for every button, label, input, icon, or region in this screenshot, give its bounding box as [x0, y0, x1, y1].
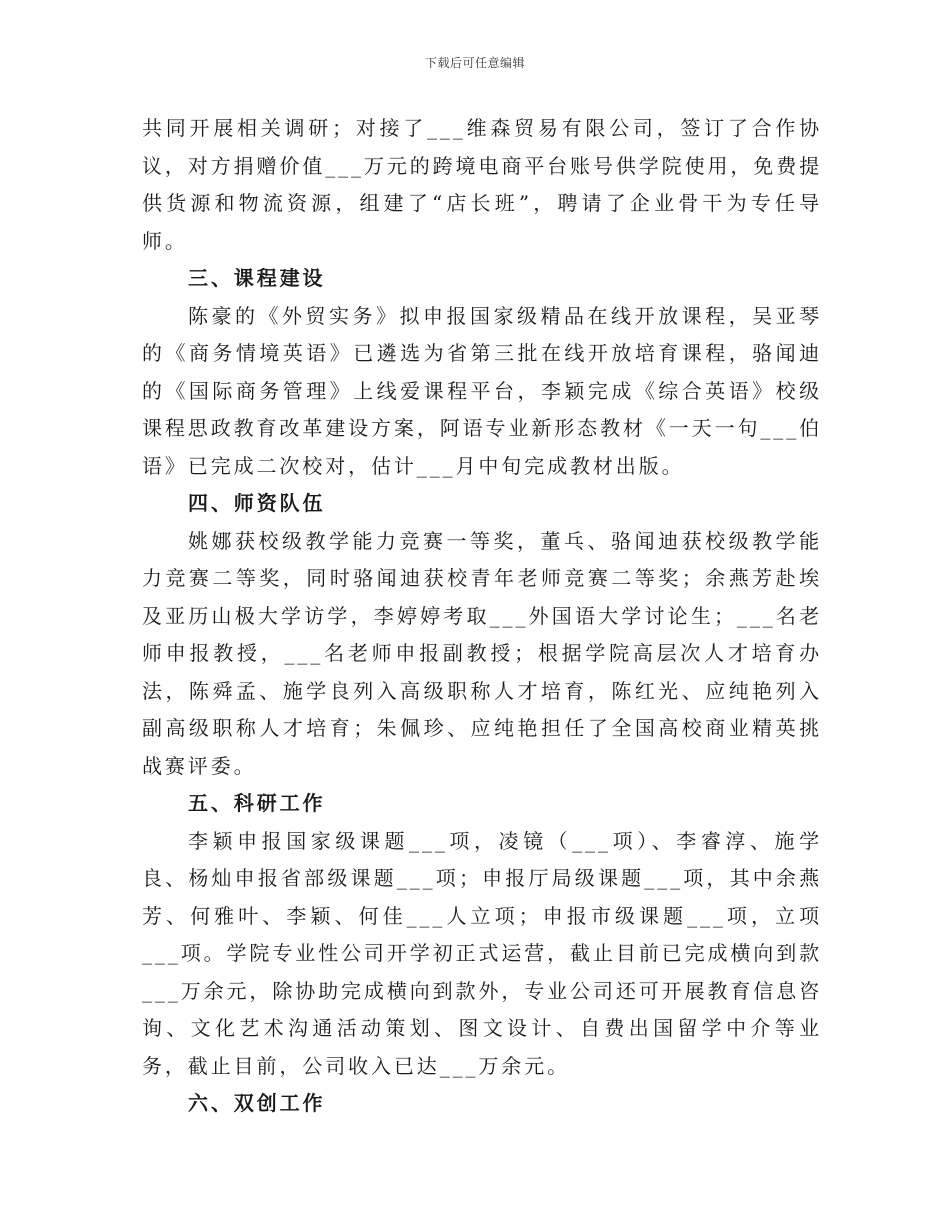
page-header: 下载后可任意编辑 [424, 56, 525, 70]
section-heading-faculty: 四、师资队伍 [188, 491, 326, 515]
paragraph-course: 陈豪的《外贸实务》拟申报国家级精品在线开放课程，吴亚琴的《商务情境英语》已遴选为省第三批在线开放培育课程，骆闻迪的《国际商务管理》上线爱课程平台，李颖完成《综合英语》校级课程思政教育改革建设方案，阿语专业新形态教材《一天一句___伯语》已完成二次校对，估计___月中旬完成教材出版。 [142, 303, 822, 478]
section-heading-course: 三、课程建设 [188, 266, 326, 290]
document-body [142, 110, 822, 1123]
paragraph-faculty: 姚娜获校级教学能力竞赛一等奖，董乓、骆闻迪获校级教学能力竞赛二等奖，同时骆闻迪获校青年老师竞赛二等奖；余燕芳赴埃及亚历山极大学访学，李婷婷考取___外国语大学讨论生；___名老师申报教授，___名老师申报副教授；根据学院高层次人才培育办法，陈舜孟、施学良列入高级职称人才培育，陈红光、应纯艳列入副高级职称人才培育；朱佩珍、应纯艳担任了全国高校商业精英挑战赛评委。 [142, 528, 822, 778]
paragraph-partnership: 共同开展相关调研；对接了___维森贸易有限公司，签订了合作协议，对方捐赠价值___万元的跨境电商平台账号供学院使用，免费提供货源和物流资源，组建了“店长班”，聘请了企业骨干为专任导师。 [142, 116, 822, 253]
section-heading-innovation: 六、双创工作 [188, 1091, 326, 1115]
section-heading-research: 五、科研工作 [188, 791, 326, 815]
paragraph-research: 李颖申报国家级课题___项，凌镜（___项）、李睿淳、施学良、杨灿申报省部级课题___项；申报厅局级课题___项，其中余燕芳、何雅叶、李颖、何佳___人立项；申报市级课题___项，立项___项。学院专业性公司开学初正式运营，截止目前已完成横向到款___万余元，除协助完成横向到款外，专业公司还可开展教育信息咨询、文化艺术沟通活动策划、图文设计、自费出国留学中介等业务，截止目前，公司收入已达___万余元。 [142, 828, 822, 1078]
